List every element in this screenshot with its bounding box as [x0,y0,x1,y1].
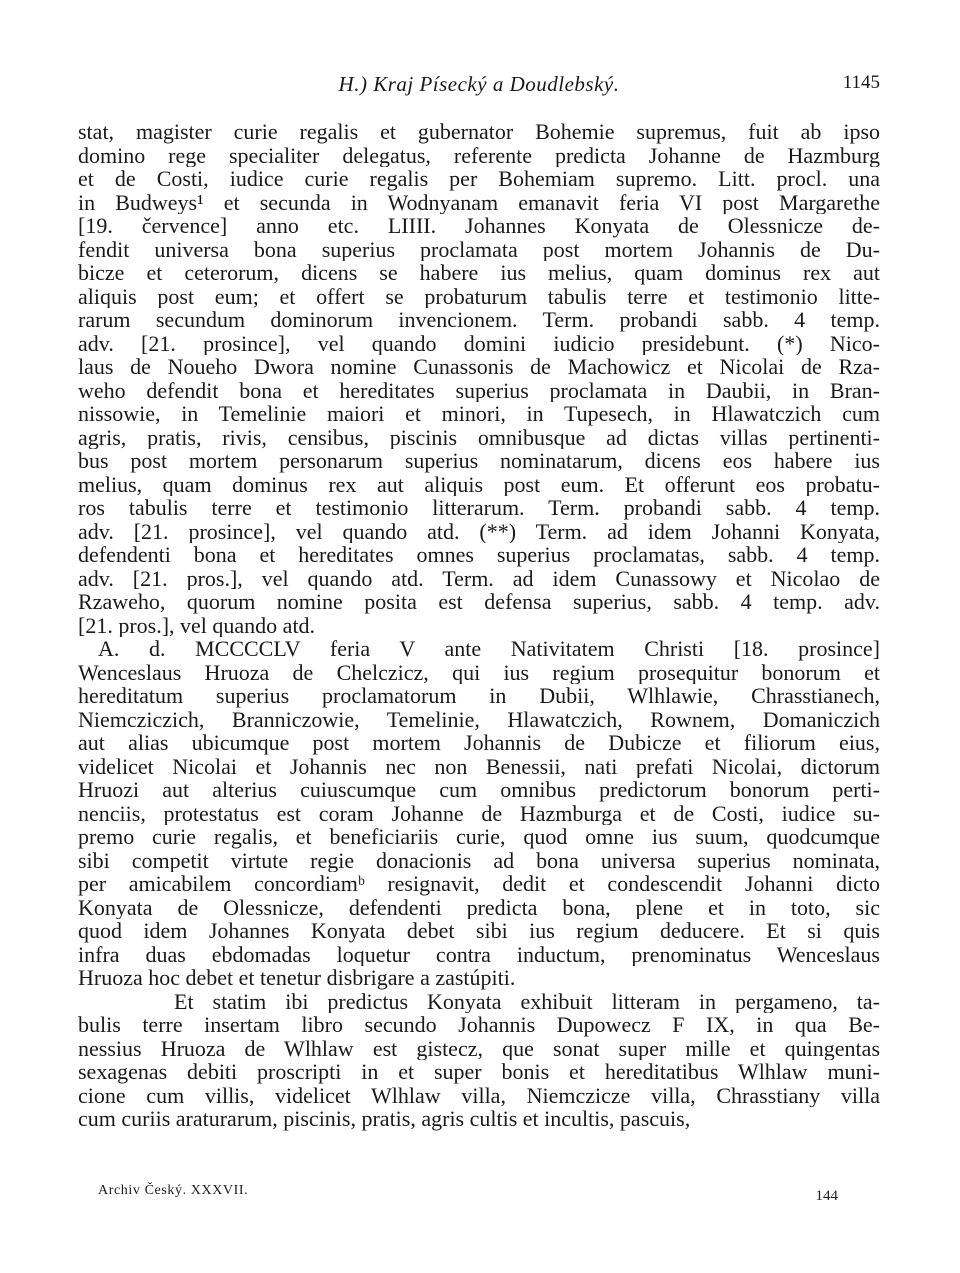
text-line: sexagenas debiti proscripti in et super bonis et hereditatibus Wlhlaw muni- [78,1060,880,1084]
text-line: hereditatum superius proclamatorum in Dubii, Wlhlawie, Chrasstianech, [78,684,880,708]
text-line: Et statim ibi predictus Konyata exhibuit litteram in pergameno, ta- [174,989,880,1013]
text-line: adv. [21. pros.], vel quando atd. Term. ad idem Cunassowy et Nicolao de [78,566,880,590]
signature-mark: Archiv Český. XXXVII. [98,1183,249,1198]
text-line: aliquis post eum; et offert se probaturum tabulis terre et testimonio litte- [78,284,880,308]
text-line: nenciis, protestatus est coram Johanne de Hazmburga et de Costi, iudice su- [78,801,880,825]
text-line: Konyata de Olessnicze, defendenti predicta bona, plene et in toto, sic [78,895,880,919]
running-head [78,72,880,102]
text-line: rarum secundum dominorum invencionem. Term. probandi sabb. 4 temp. [78,308,880,332]
text-line: nessius Hruoza de Wlhlaw est gistecz, que sonat super mille et quingentas [78,1036,880,1060]
text-line: laus de Noueho Dwora nomine Cunassonis de Machowicz et Nicolai de Rza- [78,355,880,379]
text-line: Hruozi aut alterius cuiuscumque cum omnibus predictorum bonorum perti- [78,778,880,802]
text-line: cione cum villis, videlicet Wlhlaw villa, Niemczicze villa, Chrasstiany villa [78,1083,880,1107]
text-line: bus post mortem personarum superius nominatarum, dicens eos habere ius [78,449,880,473]
text-line: bicze et ceterorum, dicens se habere ius melius, quam dominus rex aut [78,261,880,285]
text-line: Rzaweho, quorum nomine posita est defensa superius, sabb. 4 temp. adv. [78,590,880,614]
text-line: [21. pros.], vel quando atd. [78,613,316,637]
sheet-number: 144 [815,1188,838,1204]
text-line: domino rege specialiter delegatus, referente predicta Johanne de Hazmburg [78,143,880,167]
text-line: per amicabilem concordiamᵇ resignavit, dedit et condescendit Johanni dicto [78,872,880,896]
text-line: fendit universa bona superius proclamata post mortem Johannis de Du- [78,237,880,261]
text-line: A. d. MCCCCLV feria V ante Nativitatem Christi [18. prosince] [98,637,880,661]
text-line: sibi competit virtute regie donacionis ad bona universa superius nominata, [78,848,880,872]
text-line: Wenceslaus Hruoza de Chelczicz, qui ius regium prosequitur bonorum et [78,660,880,684]
text-line: Niemcziczich, Branniczowie, Temelinie, Hlawatczich, Rownem, Domaniczich [78,707,880,731]
text-line: nissowie, in Temelinie maiori et minori, in Tupesech, in Hlawatczich cum [78,402,880,426]
text-line: agris, pratis, rivis, censibus, piscinis omnibusque ad dictas villas pertinenti- [78,425,880,449]
text-line: ros tabulis terre et testimonio litterarum. Term. probandi sabb. 4 temp. [78,496,880,520]
text-line: infra duas ebdomadas loquetur contra inductum, prenominatus Wenceslaus [78,942,880,966]
text-line: et de Costi, iudice curie regalis per Bohemiam supremo. Litt. procl. una [78,167,880,191]
text-line: adv. [21. prosince], vel quando domini iudicio presidebunt. (*) Nico- [78,331,880,355]
body-text [78,120,880,1131]
text-line: defendenti bona et hereditates omnes superius proclamatas, sabb. 4 temp. [78,543,880,567]
text-line: quod idem Johannes Konyata debet sibi ius regium deducere. Et si quis [78,919,880,943]
text-line: melius, quam dominus rex aut aliquis post eum. Et offerunt eos probatu- [78,472,880,496]
text-line: bulis terre insertam libro secundo Johannis Dupowecz F IX, in qua Be- [78,1013,880,1037]
page-footer [78,1183,880,1207]
text-line: aut alias ubicumque post mortem Johannis de Dubicze et filiorum eius, [78,731,880,755]
running-title: H.) Kraj Písecký a Doudlebský. [338,72,620,96]
page-number: 1145 [842,72,880,93]
text-line: stat, magister curie regalis et gubernator Bohemie supremus, fuit ab ipso [78,120,880,144]
text-line: premo curie regalis, et beneficiariis curie, quod omne ius suum, quodcumque [78,825,880,849]
text-line: cum curiis araturarum, piscinis, pratis, agris cultis et incultis, pascuis, [78,1107,691,1131]
text-line: weho defendit bona et hereditates superius proclamata in Daubii, in Bran- [78,378,880,402]
text-line: Hruoza hoc debet et tenetur disbrigare a zastúpiti. [78,966,516,990]
text-line: videlicet Nicolai et Johannis nec non Benessii, nati prefati Nicolai, dictorum [78,754,880,778]
text-line: adv. [21. prosince], vel quando atd. (**) Term. ad idem Johanni Konyata, [78,519,880,543]
text-line: in Budweys¹ et secunda in Wodnyanam emanavit feria VI post Margarethe [78,190,880,214]
text-line: [19. července] anno etc. LIIII. Johannes Konyata de Olessnicze de- [78,214,880,238]
